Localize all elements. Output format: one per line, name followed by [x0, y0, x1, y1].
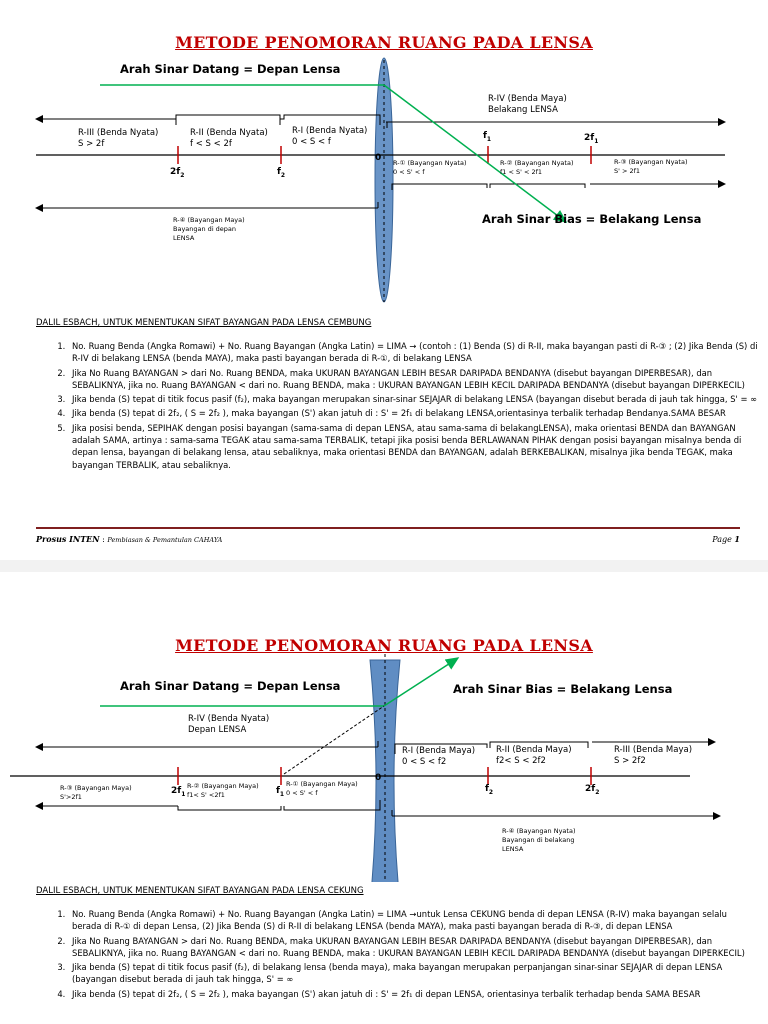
region-r2: R-II (Benda Maya) f2< S < 2f2	[496, 745, 572, 766]
rules-concave	[48, 908, 758, 1002]
incoming-ray-label: Arah Sinar Datang = Depan Lensa	[120, 62, 341, 76]
convex-lens-diagram	[0, 0, 768, 310]
label-2f1: $2f_1$	[171, 786, 186, 798]
region-r3: R-III (Benda Maya) S > 2f2	[614, 745, 693, 766]
virtual-ray-extension	[284, 706, 384, 774]
label-f1: $f_1$	[483, 131, 492, 143]
section-title-concave: DALIL ESBACH, UNTUK MENENTUKAN SIFAT BAYANGAN PADA LENSA CEKUNG	[36, 886, 364, 896]
rule-item: 5. Jika posisi benda, SEPIHAK dengan posisi bayangan (sama-sama di depan LENSA, atau sama-sama di belakangLENSA), maka orientasi BENDA dan BAYANGAN adalah SAMA, artinya : sama-sama TEGAK atau sama-sama TERBALIK, tetapi jika posisi benda BERLAWANAN PIHAK dengan posisi bayangan misalnya benda di depan lensa, bayangan di belakang lensa, atau sebaliknya, maka orientasi BENDA dan BAYANGAN, adalah BERKEBALIKAN, misalnya jika benda TEGAK, maka bayangan TERBALIK, atau sebaliknya.	[68, 422, 758, 471]
label-2f2: $2f_2$	[585, 784, 600, 796]
region-r3: R-III (Benda Nyata) S > 2f	[78, 128, 159, 149]
region-r4: R-IV (Benda Maya) Belakang LENSA	[488, 94, 567, 115]
refracted-ray-label: Arah Sinar Bias = Belakang Lensa	[482, 212, 702, 226]
image-r1: R-① (Bayangan Nyata) 0 < S' < f	[393, 159, 467, 176]
section-title-convex: DALIL ESBACH, UNTUK MENENTUKAN SIFAT BAYANGAN PADA LENSA CEMBUNG	[36, 318, 372, 328]
rule-item: 1. No. Ruang Benda (Angka Romawi) + No. Ruang Bayangan (Angka Latin) = LIMA → (contoh : (1) Benda (S) di R-II, maka bayangan pasti di R-③ ; (2) Jika Benda (S) di R-IV di belakang LENSA (benda MAYA), maka pasti bayangan berada di R-①, di belakang LENSA	[68, 340, 758, 365]
label-origin: 0	[375, 773, 382, 783]
rule-item: 2. Jika No Ruang BAYANGAN > dari No. Ruang BENDA, maka UKURAN BAYANGAN LEBIH BESAR DARIPADA BENDANYA (disebut bayangan DIPERBESAR), dan SEBALIKNYA, jika no. Ruang BAYANGAN < dari no. Ruang BENDA, maka : UKURAN BAYANGAN LEBIH KECIL DARIPADA BENDANYA (disebut bayangan DIPERKECIL)	[68, 367, 758, 392]
region-r4: R-IV (Benda Nyata) Depan LENSA	[188, 714, 270, 735]
region-r2: R-II (Benda Nyata) f < S < 2f	[190, 128, 268, 149]
page1-title: METODE PENOMORAN RUANG PADA LENSA	[175, 33, 593, 52]
page-footer: Prosus INTEN : Pembiasan & Pemantulan CAHAYA Page 1	[36, 534, 740, 544]
region-r1: R-I (Benda Nyata) 0 < S < f	[292, 126, 368, 147]
rules-convex	[48, 340, 758, 473]
image-r3: R-③ (Bayangan Nyata) S' > 2f1	[614, 158, 688, 175]
image-r2: R-② (Bayangan Nyata) f1 < S' < 2f1	[500, 159, 574, 176]
concave-lens-diagram	[0, 572, 768, 882]
label-2f1: $2f_1$	[584, 133, 599, 145]
image-r3: R-③ (Bayangan Maya) S'>2f1	[60, 784, 132, 801]
label-f2: $f_2$	[277, 167, 286, 179]
rule-item: 1. No. Ruang Benda (Angka Romawi) + No. Ruang Bayangan (Angka Latin) = LIMA →untuk Lensa CEKUNG benda di depan LENSA (R-IV) maka bayangan selalu berada di R-① di depan Lensa, (2) Jika Benda (S) di R-II di belakang LENSA (benda MAYA), maka pasti bayangan berada di R-③, di depan LENSA	[68, 908, 758, 933]
image-r1: R-① (Bayangan Maya) 0 < S' < f	[286, 780, 358, 797]
incoming-ray-label: Arah Sinar Datang = Depan Lensa	[120, 679, 341, 693]
region-r1: R-I (Benda Maya) 0 < S < f2	[402, 746, 476, 767]
label-2f2: $2f_2$	[170, 167, 185, 179]
label-f2: $f_2$	[485, 784, 494, 796]
rule-item: 4. Jika benda (S) tepat di 2f₂, ( S = 2f₂ ), maka bayangan (S') akan jatuh di : S' = 2f₁ di depan LENSA, orientasinya terbalik terhadap benda SAMA BESAR	[68, 988, 758, 1000]
page2-title: METODE PENOMORAN RUANG PADA LENSA	[175, 636, 593, 655]
label-origin: 0	[375, 153, 382, 163]
image-r4: R-④ (Bayangan Nyata) Bayangan di belakang LENSA	[502, 827, 576, 853]
rule-item: 3. Jika benda (S) tepat di titik focus pasif (f₂), maka bayangan merupakan sinar-sinar SEJAJAR di belakang LENSA (bayangan disebut berada di jauh tak hingga, S' = ∞	[68, 393, 758, 405]
footer-divider	[36, 527, 740, 529]
rule-item: 2. Jika No Ruang BAYANGAN > dari No. Ruang BENDA, maka UKURAN BAYANGAN LEBIH BESAR DARIPADA BENDANYA (disebut bayangan DIPERBESAR), dan SEBALIKNYA, jika no. Ruang BAYANGAN < dari no. Ruang BENDA, maka : UKURAN BAYANGAN LEBIH KECIL DARIPADA BENDANYA (disebut bayangan DIPERKECIL)	[68, 935, 758, 960]
rule-item: 3. Jika benda (S) tepat di titik focus pasif (f₂), di belakang lensa (benda maya), maka bayangan merupakan perpanjangan sinar-sinar SEJAJAR di depan LENSA (bayangan disebut berada di jauh tak hingga, S' = ∞	[68, 961, 758, 986]
page-2	[0, 572, 768, 1024]
refracted-ray-label: Arah Sinar Bias = Belakang Lensa	[453, 682, 673, 696]
label-f1: $f_1$	[276, 786, 285, 798]
rule-item: 4. Jika benda (S) tepat di 2f₂, ( S = 2f₂ ), maka bayangan (S') akan jatuh di : S' = 2f₁ di belakang LENSA,orientasinya terbalik terhadap Bendanya.SAMA BESAR	[68, 407, 758, 419]
image-r4: R-④ (Bayangan Maya) Bayangan di depan LENSA	[173, 216, 245, 242]
image-r2: R-② (Bayangan Maya) f1< S' <2f1	[187, 782, 259, 799]
